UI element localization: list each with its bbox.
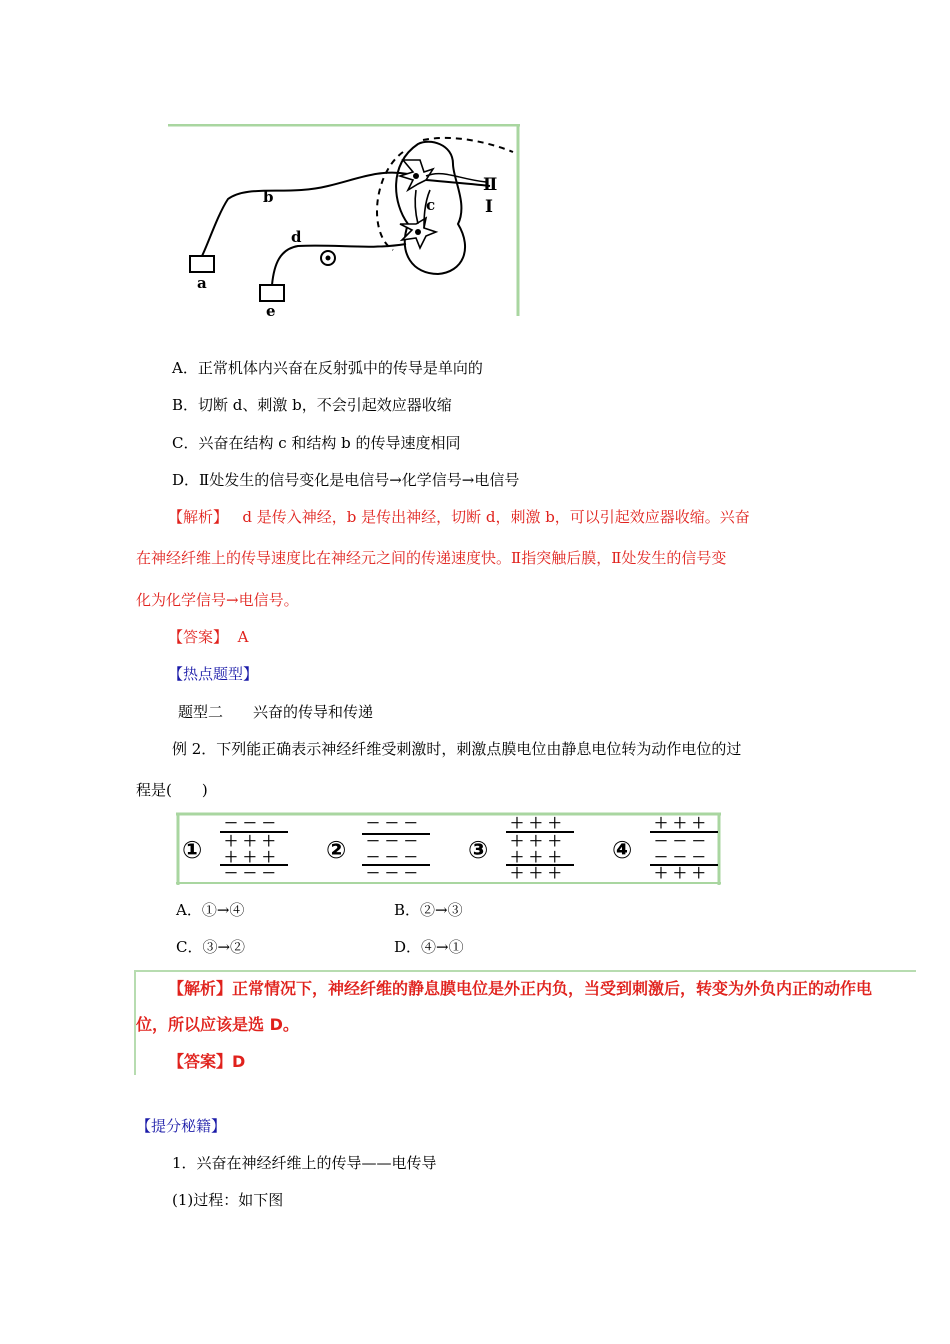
q2-stem-line2: 程是( ) [136, 781, 208, 799]
q1-option-d: D．Ⅱ处发生的信号变化是电信号→化学信号→电信号 [172, 471, 520, 489]
svg-text:＋ ＋ ＋: ＋ ＋ ＋ [654, 866, 706, 882]
tips-item-1-sub: (1)过程：如下图 [172, 1191, 284, 1209]
svg-text:－ － －: － － － [366, 866, 418, 882]
svg-text:－ － －: － － － [654, 834, 706, 850]
q1-analysis-text1: d 是传入神经，b 是传出神经，切断 d，刺激 b，可以引起效应器收缩。兴奋 [242, 508, 750, 526]
label-d: d [291, 228, 302, 246]
q2-option-d: D．④→① [394, 938, 464, 956]
q2-option-b: B．②→③ [394, 901, 463, 919]
q1-answer [168, 626, 248, 647]
svg-text:＋ ＋ ＋: ＋ ＋ ＋ [224, 834, 276, 850]
label-e: e [266, 302, 276, 320]
svg-text:－ － －: － － － [654, 850, 706, 866]
q1-option-b: B．切断 d、刺激 b，不会引起效应器收缩 [172, 396, 452, 414]
q1-answer-value: A [237, 628, 249, 646]
svg-text:－ － －: － － － [366, 850, 418, 866]
q2-answer-value: D [232, 1052, 246, 1071]
section-tips: 【提分秘籍】 [136, 1117, 227, 1135]
label-a: a [197, 274, 207, 292]
svg-text:－ － －: － － － [224, 816, 276, 832]
label-II: Ⅱ [483, 175, 498, 195]
q1-analysis-tag: 【解析】 [168, 508, 229, 526]
q2-answer-tag: 【答案】 [168, 1052, 233, 1071]
q2-option-c: C．③→② [176, 938, 246, 956]
svg-text:＋ ＋ ＋: ＋ ＋ ＋ [510, 816, 562, 832]
q1-option-c: C．兴奋在结构 c 和结构 b 的传导速度相同 [172, 434, 461, 452]
section-hot-topic: 【热点题型】 [168, 665, 259, 683]
q2-analysis-tag: 【解析】 [168, 979, 233, 998]
label-I: Ⅰ [485, 197, 493, 217]
q2-answer [168, 1049, 245, 1072]
q2-stem-line1: 例 2．下列能正确表示神经纤维受刺激时，刺激点膜电位由静息电位转为动作电位的过 [172, 740, 742, 758]
option-2-label: ② [326, 836, 347, 864]
svg-text:－ － －: － － － [366, 816, 418, 832]
topic-two-heading: 题型二 兴奋的传导和传递 [178, 703, 374, 721]
effector-box-e [260, 285, 284, 301]
svg-text:－ － －: － － － [366, 834, 418, 850]
membrane-potential-figure [176, 812, 721, 885]
q1-analysis-line2: 在神经纤维上的传导速度比在神经元之间的传递速度快。Ⅱ指突触后膜，Ⅱ处发生的信号变 [136, 549, 727, 567]
svg-text:＋ ＋ ＋: ＋ ＋ ＋ [510, 834, 562, 850]
option-3-label: ③ [468, 836, 489, 864]
q2-analysis-line1 [168, 976, 872, 999]
svg-text:＋ ＋ ＋: ＋ ＋ ＋ [510, 850, 562, 866]
q2-analysis-line2: 位，所以应该是选 D。 [136, 1015, 299, 1034]
label-b: b [263, 188, 274, 206]
q1-analysis-line1 [168, 506, 750, 527]
q1-analysis-line3: 化为化学信号→电信号。 [136, 591, 299, 609]
q2-option-a: A．①→④ [176, 901, 245, 919]
reflex-arc-figure [168, 124, 520, 322]
svg-text:＋ ＋ ＋: ＋ ＋ ＋ [654, 816, 706, 832]
q2-analysis-text1: 正常情况下，神经纤维的静息膜电位是外正内负，当受到刺激后，转变为外负内正的动作电 [232, 979, 873, 998]
receptor-box-a [190, 256, 214, 272]
label-c: c [426, 196, 436, 214]
svg-text:－ － －: － － － [224, 866, 276, 882]
option-4-label: ④ [612, 836, 633, 864]
q1-answer-tag: 【答案】 [168, 628, 229, 646]
tips-item-1: 1．兴奋在神经纤维上的传导——电传导 [172, 1154, 437, 1172]
option-1-label: ① [182, 836, 203, 864]
q1-option-a: A．正常机体内兴奋在反射弧中的传导是单向的 [172, 359, 483, 377]
svg-text:＋ ＋ ＋: ＋ ＋ ＋ [510, 866, 562, 882]
svg-text:＋ ＋ ＋: ＋ ＋ ＋ [224, 850, 276, 866]
